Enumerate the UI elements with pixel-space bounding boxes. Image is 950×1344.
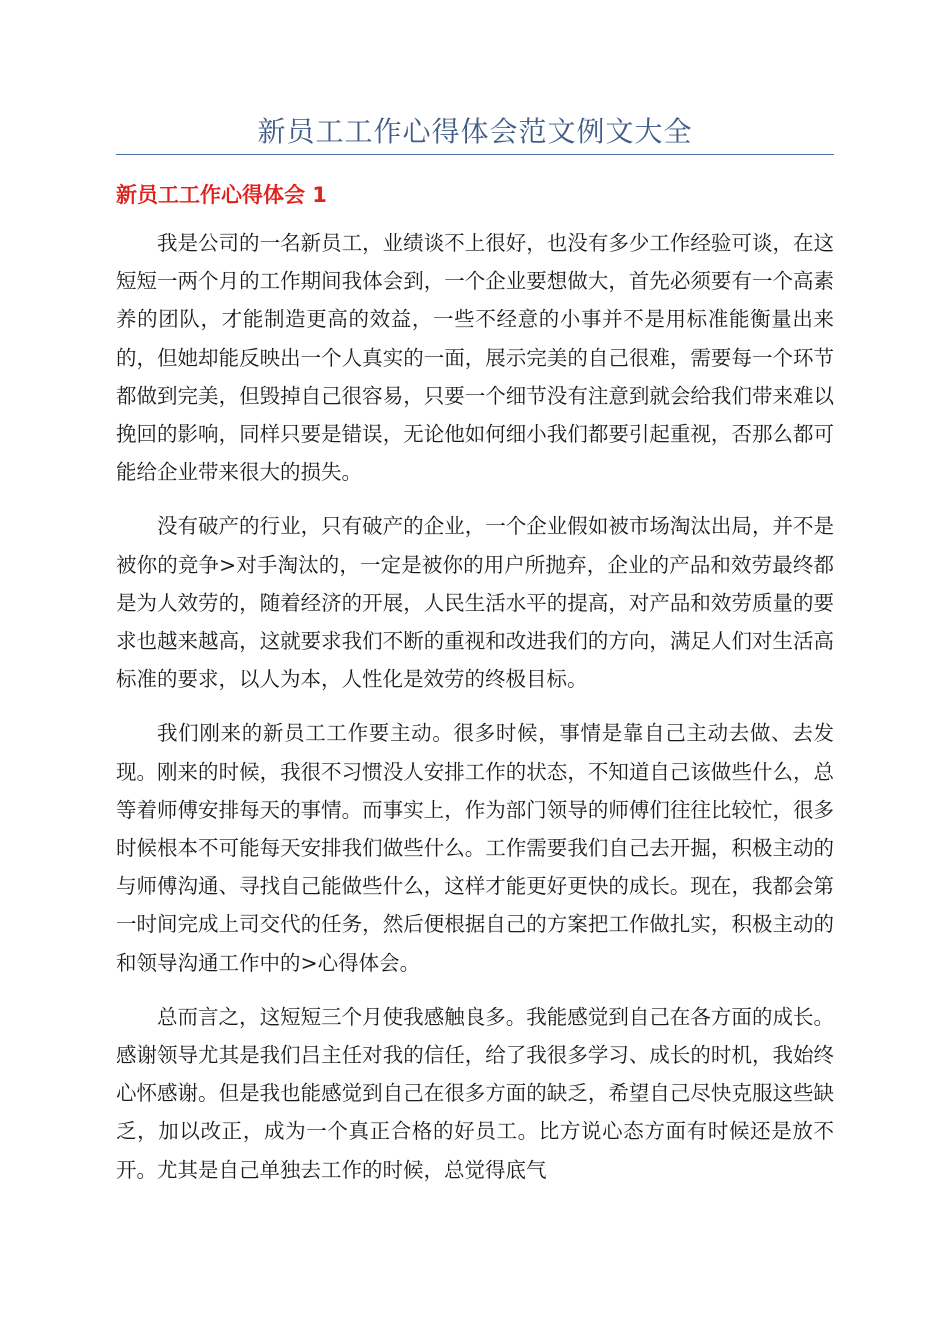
title-divider bbox=[116, 154, 834, 155]
document-body bbox=[116, 224, 834, 1205]
paragraph: 总而言之，这短短三个月使我感触良多。我能感觉到自己在各方面的成长。感谢领导尤其是我们吕主任对我的信任，给了我很多学习、成长的时机，我始终心怀感谢。但是我也能感觉到自己在很多方面的缺乏，希望自己尽快克服这些缺乏，加以改正，成为一个真正合格的好员工。比方说心态方面有时候还是放不开。尤其是自己单独去工作的时候，总觉得底气 bbox=[116, 1004, 834, 1182]
section-heading: 新员工工作心得体会 1 bbox=[116, 183, 327, 207]
paragraph: 我们刚来的新员工工作要主动。很多时候，事情是靠自己主动去做、去发现。刚来的时候，我很不习惯没人安排工作的状态，不知道自己该做些什么，总等着师傅安排每天的事情。而事实上，作为部门领导的师傅们往往比较忙，很多时候根本不可能每天安排我们做些什么。工作需要我们自己去开掘，积极主动的与师傅沟通、寻找自己能做些什么，这样才能更好更快的成长。现在，我都会第一时间完成上司交代的任务，然后便根据自己的方案把工作做扎实，积极主动的和领导沟通工作中的>心得体会。 bbox=[116, 721, 834, 975]
paragraph: 没有破产的行业，只有破产的企业，一个企业假如被市场淘汰出局，并不是被你的竞争>对手淘汰的，一定是被你的用户所抛弃，企业的产品和效劳最终都是为人效劳的，随着经济的开展，人民生活水平的提高，对产品和效劳质量的要求也越来越高，这就要求我们不断的重视和改进我们的方向，满足人们对生活高标准的要求，以人为本，人性化是效劳的终极目标。 bbox=[116, 514, 834, 692]
paragraph: 我是公司的一名新员工，业绩谈不上很好，也没有多少工作经验可谈，在这短短一两个月的工作期间我体会到，一个企业要想做大，首先必须要有一个高素养的团队，才能制造更高的效益，一些不经意的小事并不是用标准能衡量出来的，但她却能反映出一个人真实的一面，展示完美的自己很难，需要每一个环节都做到完美，但毁掉自己很容易，只要一个细节没有注意到就会给我们带来难以挽回的影响，同样只要是错误，无论他如何细小我们都要引起重视，否那么都可能给企业带来很大的损失。 bbox=[116, 231, 834, 485]
document-title: 新员工工作心得体会范文例文大全 bbox=[257, 115, 693, 148]
